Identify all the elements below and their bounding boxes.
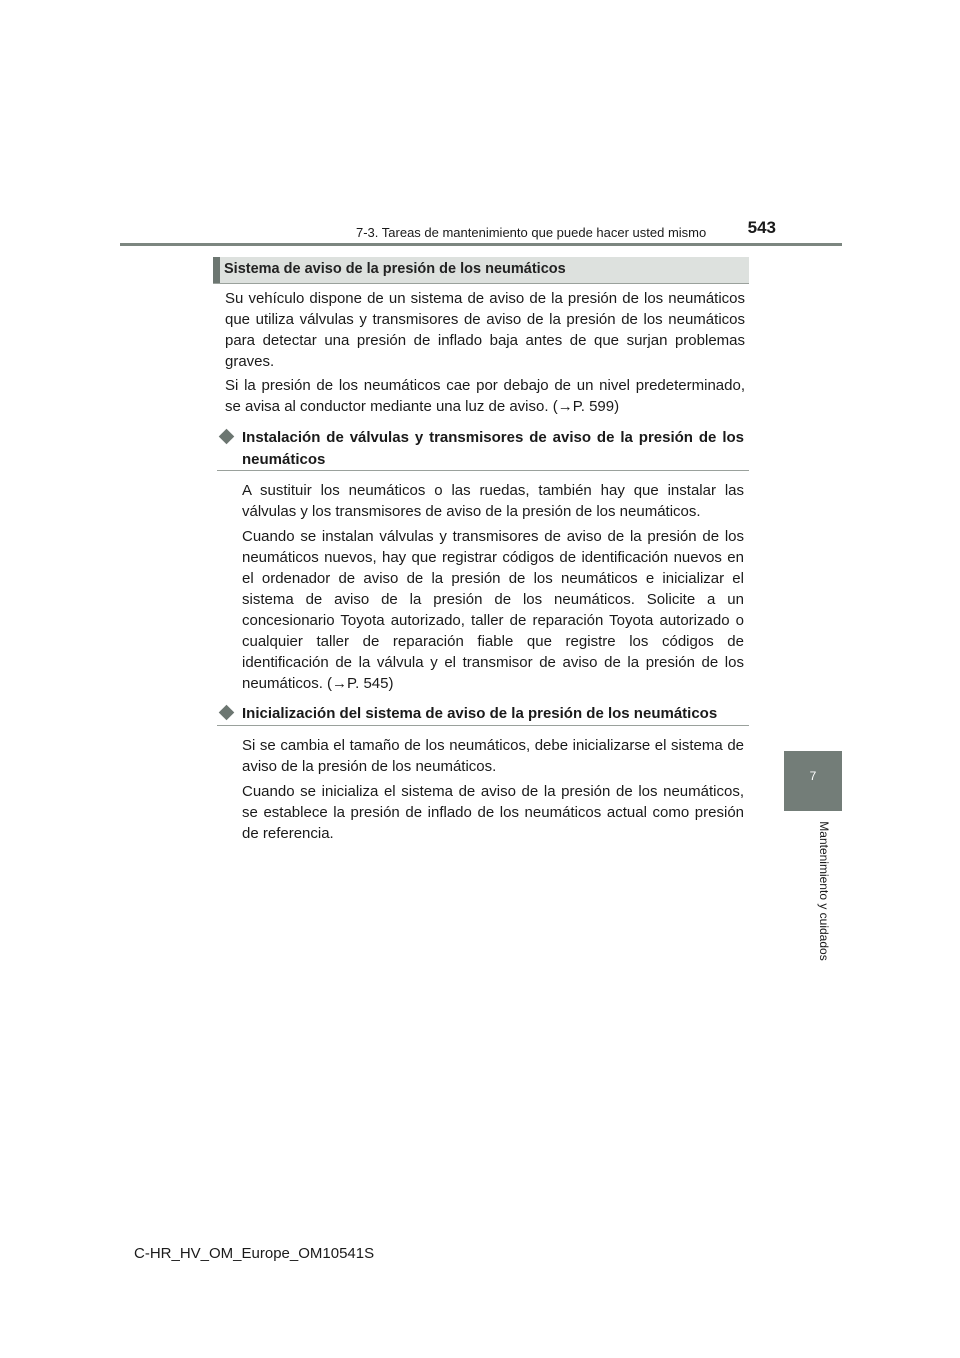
- page-number: 543: [747, 218, 776, 237]
- section-heading-title: Sistema de aviso de la presión de los neumáticos: [224, 261, 566, 277]
- subsection-2-paragraph-2: Cuando se inicializa el sistema de aviso de la presión de los neumáticos, se establece la presión de inflado de los neumáticos actual como presión de referencia.: [242, 783, 744, 842]
- subsection-title: Inicialización del sistema de aviso de la presión de los neumáticos: [242, 705, 718, 722]
- chapter-tab-number: 7: [809, 769, 817, 783]
- subsection-heading-initialization: [217, 703, 749, 726]
- subsection-title: Instalación de válvulas y transmisores de aviso de la presión de los neumáticos: [242, 429, 744, 468]
- subsection-heading-installation: [217, 427, 749, 471]
- diamond-bullet-icon: [219, 429, 235, 445]
- section-heading-bar: [213, 257, 220, 283]
- diamond-bullet-icon: [219, 705, 235, 721]
- intro-paragraph-1: Su vehículo dispone de un sistema de aviso de la presión de los neumáticos que utiliza válvulas y transmisores de aviso de la presión de los neumáticos para detectar una presión de inflado baja antes de que surjan problemas graves.: [225, 290, 745, 370]
- header-divider: [120, 243, 842, 246]
- section-heading: [213, 257, 749, 284]
- chapter-tab-label: Mantenimiento y cuidados: [817, 821, 831, 961]
- subsection-1-paragraph-1: A sustituir los neumáticos o las ruedas, también hay que instalar las válvulas y los transmisores de aviso de la presión de los neumáticos.: [242, 482, 744, 520]
- intro-paragraph-2: Si la presión de los neumáticos cae por debajo de un nivel predeterminado, se avisa al conductor mediante una luz de aviso. (→P. 599): [225, 377, 745, 415]
- running-header-section: 7-3. Tareas de mantenimiento que puede hacer usted mismo: [356, 225, 707, 240]
- subsection-1-paragraph-2: Cuando se instalan válvulas y transmisores de aviso de la presión de los neumáticos nuevos, hay que registrar códigos de identificación nuevos en el ordenador de aviso de la presión de los neumáticos e inicializar el sistema de aviso de la presión de los neumáticos. Solicite a un concesionario Toyota autorizado, taller de reparación Toyota autorizado o cualquier taller de reparación fiable que registre los códigos de identificación de la válvula y el transmisor de aviso de la presión de los neumáticos. (→P. 545): [242, 528, 744, 692]
- subsection-2-paragraph-1: Si se cambia el tamaño de los neumáticos, debe inicializarse el sistema de aviso de la presión de los neumáticos.: [242, 737, 744, 775]
- document-code: C-HR_HV_OM_Europe_OM10541S: [134, 1245, 375, 1262]
